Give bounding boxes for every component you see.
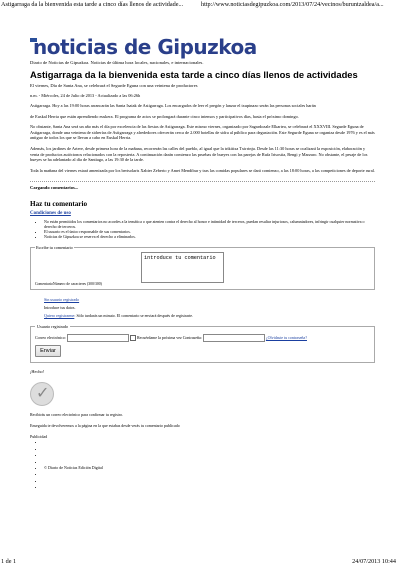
article-paragraph: Astigarraga. Hoy a las 19:00 horas arrancarán las Santa Isaiak de Astigarraga. Los encargados de leer el pregón y lanzar el txupinazo serán las personas sociales harán	[30, 103, 316, 108]
list-item	[44, 484, 375, 490]
check-icon: ✓	[30, 382, 54, 406]
article-byline: n.m. - Miércoles, 24 de Julio de 2013 - Actualizado a las 06:26h	[30, 93, 141, 98]
user-fieldset-label: Usuario registrado	[37, 324, 69, 330]
article-paragraph: No obstante, Santa Ana será un año más el día por excelencia de las fiestas de Astigarraga. Este mismo viernes, organizado por Sagardozale Elkartea, se celebrará el XXXVIII. Segurde Eguna de Astigarraga, donde una veintena de sidrerías de Astigarraga y alrededores ofrecerán cerca de 2.000 botellas de sidra al público para degustación. Este Segurde Eguna se organiza desde 1976 y es el más antiguo de todos los que se llevan a cabo en Euskal Herria.	[30, 124, 375, 141]
unregistered-link[interactable]: Sin usuario registrado	[44, 297, 80, 303]
register-links	[44, 296, 375, 320]
rule-item: • No están permitidos los comentarios no acordes a la temática o que atenten contra el derecho al honor e intimidad de terceros, puedan resultar injuriosos, calumniadores, infringir cualquier normativa o derecho de terceros.	[44, 219, 375, 229]
site-tagline: Diario de Noticias de Gipuzkoa. Noticias de última hora locales, nacionales, e internacionales.	[30, 60, 204, 65]
rule-item: • El usuario es el único responsable de sus comentarios.	[44, 229, 375, 234]
forgot-password-link[interactable]: ¿Olvidaste tu contraseña?	[265, 335, 307, 341]
login-row	[35, 334, 307, 342]
footer-bullets	[44, 439, 375, 490]
print-header-url: http://www.noticiasdegipuzkoa.com/2013/07/24/vecinos/buruntzaldea/a...	[201, 1, 384, 8]
page-content	[30, 35, 375, 491]
register-link[interactable]: Quiero registrarme	[44, 313, 75, 319]
comment-fieldset-label: Escribe tu comentario	[36, 245, 73, 251]
done-label: ¡Hecho!	[30, 369, 45, 375]
divider	[30, 181, 375, 182]
email-label: Correo electrónico:	[35, 335, 66, 341]
article-paragraph: Además, los jardines de Artere, desde primera hora de la mañana, recorrerán las calles del pueblo, al igual que la trikitixa Txirrinju. Desde las 11:30 horas se ocalizará la exposición, elaboración y venta de productos autóctonos relacionados con la reposteria. A continuación darán comienzo las pruebas de bueyes con las parejas de Rufa Irisostia, Bengi y Marzaro. No obstante, el pesaje de los bueyes se ha adelantado al día de Santiago, a las 19:30 de la tarde.	[30, 145, 368, 163]
register-text: : Sólo tardarás un minuto. El comentario se enviará después de registrarte.	[74, 313, 194, 319]
char-count: ComentarioNúmero de caracteres (300/300)	[35, 282, 102, 287]
site-logo[interactable]	[30, 35, 375, 57]
comment-fieldset	[30, 245, 375, 290]
page-count: 1 de 1	[1, 558, 17, 565]
article-paragraph: Toda la mañana del viernes estará amenizada por los bertsolaris Xabier Zeberio y Amet Mendibur y tras las comidas populares se dará comienzo, a las 18:00 horas, a las competiciones de deporte rural.	[30, 167, 375, 173]
comment-textarea[interactable]: introduce tu comentario	[141, 252, 224, 283]
user-fieldset	[30, 324, 375, 363]
return-text: Enseguida te devolveremos a la página en la que estabas desde verás tu comentario publicado	[30, 423, 180, 429]
publicidad-label: Publicidad	[30, 434, 48, 440]
remember-checkbox[interactable]	[130, 335, 136, 341]
copyright: • © Diario de Noticias Edición Digital	[44, 465, 375, 471]
confirm-text: Recibirás un correo electrónico para confirmar tu registro.	[30, 412, 124, 418]
send-button[interactable]: Enviar	[35, 345, 61, 357]
article-title: Astigarraga da la bienvenida esta tarde a cinco días llenos de actividades	[30, 69, 358, 80]
print-header-title: Astigarraga da la bienvenida esta tarde a cinco días llenos de actividade...	[1, 1, 184, 8]
article-subtitle: El viernes, Día de Santa Ana, se celebrará el Segurde Eguna con una veintena de productores	[30, 83, 198, 88]
rules-list	[44, 219, 375, 239]
print-header	[0, 0, 400, 9]
email-field[interactable]	[67, 334, 129, 342]
print-footer	[0, 557, 400, 566]
rule-item: • Noticias de Gipuzkoa se reserva el derecho a eliminarlos.	[44, 234, 375, 239]
intro-text: Introduce tus datos.	[44, 305, 76, 311]
password-field[interactable]	[203, 334, 265, 342]
print-date: 24/07/2013 10:44	[352, 558, 396, 565]
remember-label: Recuérdame la próxima vez Contraseña:	[137, 335, 202, 341]
comments-loading: Cargando comentarios...	[30, 185, 79, 191]
comment-heading: Haz tu comentario	[30, 200, 88, 209]
article-paragraph: de Euskal Herria que están aprendiendo euskera. El programa de actos se prolongará durante cinco intensos y participativos días, hasta el próximo domingo.	[30, 113, 299, 119]
logo-text: noticias de Gipuzkoa	[33, 35, 257, 59]
conditions-link[interactable]: Condiciones de uso	[30, 211, 71, 217]
